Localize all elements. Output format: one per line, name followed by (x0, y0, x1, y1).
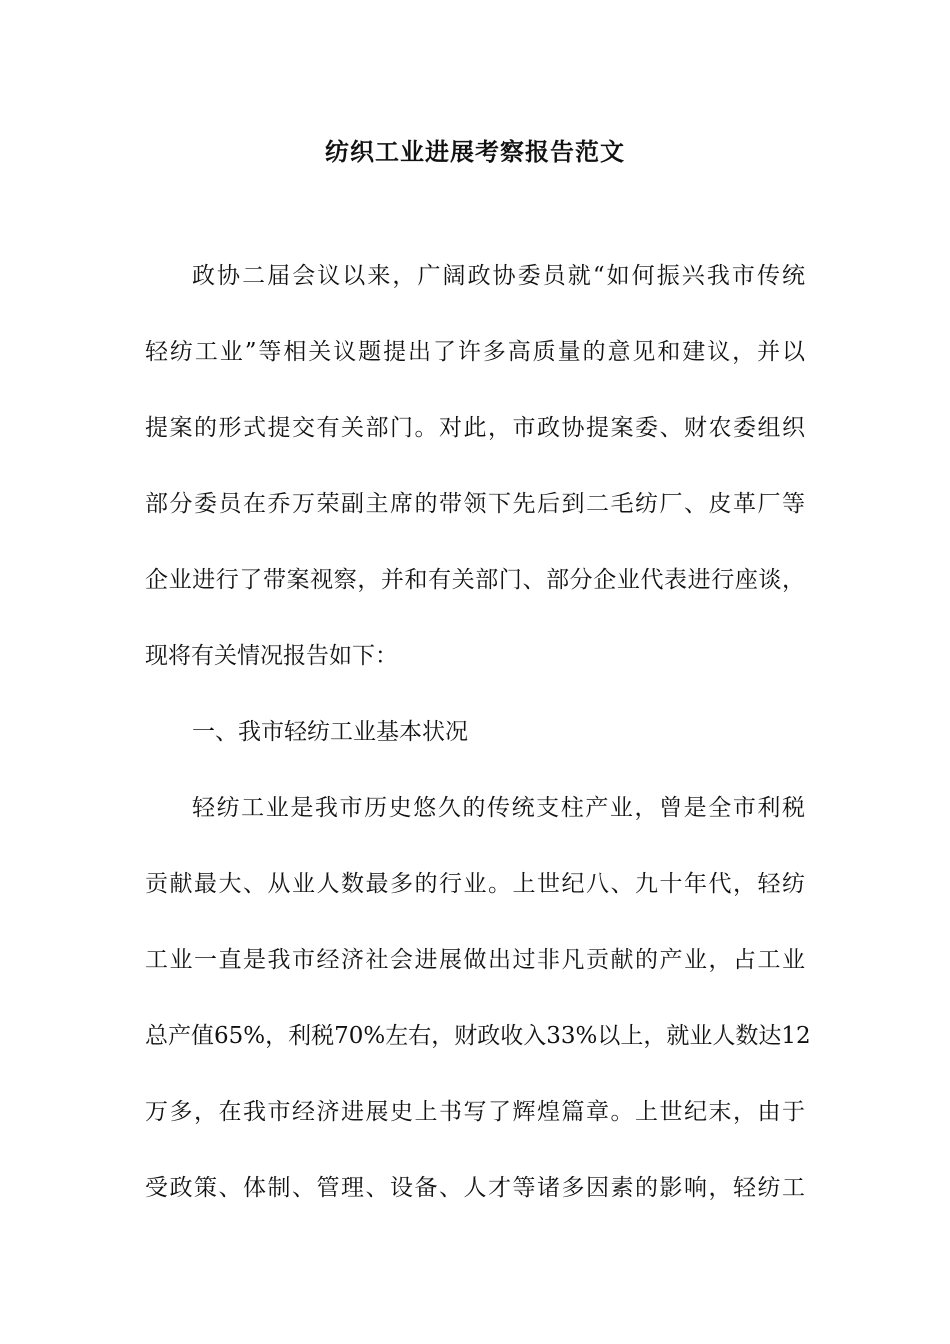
paragraph-line: 提案的形式提交有关部门。对此，市政协提案委、财农委组织 (145, 415, 805, 441)
paragraph-line: 部分委员在乔万荣副主席的带领下先后到二毛纺厂、皮革厂等 (145, 491, 805, 517)
paragraph-line: 工业一直是我市经济社会进展做出过非凡贡献的产业，占工业 (145, 947, 805, 973)
paragraph-line: 企业进行了带案视察，并和有关部门、部分企业代表进行座谈， (145, 567, 805, 593)
document-body (145, 255, 811, 1243)
paragraph-line: 受政策、体制、管理、设备、人才等诸多因素的影响，轻纺工 (145, 1175, 805, 1201)
document-title: 纺织工业进展考察报告范文 (325, 137, 625, 166)
paragraph-line: 现将有关情况报告如下： (145, 643, 398, 669)
paragraph-line: 万多，在我市经济进展史上书写了辉煌篇章。上世纪末，由于 (145, 1099, 805, 1125)
section-heading: 一、我市轻纺工业基本状况 (192, 719, 468, 745)
paragraph-line: 总产值65%，利税70%左右，财政收入33%以上，就业人数达12 (145, 1023, 811, 1049)
paragraph-line: 贡献最大、从业人数最多的行业。上世纪八、九十年代，轻纺 (145, 871, 805, 897)
paragraph-line: 轻纺工业”等相关议题提出了许多高质量的意见和建议，并以 (145, 339, 805, 365)
paragraph-line: 轻纺工业是我市历史悠久的传统支柱产业，曾是全市利税 (192, 795, 805, 821)
paragraph-line: 政协二届会议以来，广阔政协委员就“如何振兴我市传统 (192, 263, 805, 289)
